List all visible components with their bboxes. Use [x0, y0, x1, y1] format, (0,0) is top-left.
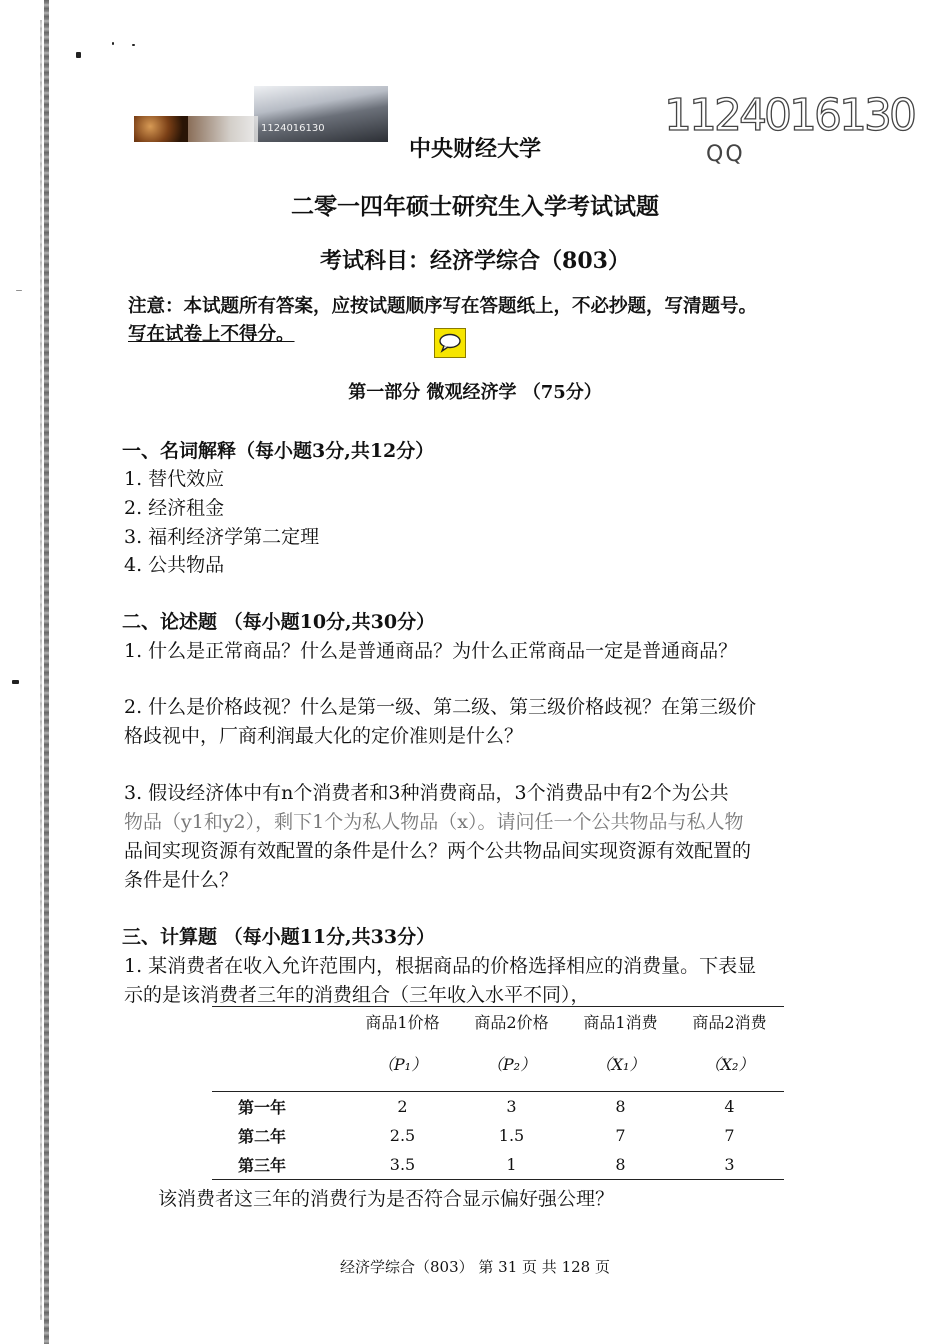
- consumption-table: [212, 1006, 784, 1180]
- table-cell: 8: [566, 1150, 675, 1180]
- table-row: [212, 1121, 784, 1150]
- section2-question-3-line1: 3. 假设经济体中有n个消费者和3种消费商品，3个消费品中有2个为公共: [124, 782, 729, 804]
- part1-title: 第一部分 微观经济学 （75分）: [348, 382, 602, 403]
- handwritten-note: QQ: [706, 142, 745, 167]
- page-footer: 经济学综合（803） 第 31 页 共 128 页: [340, 1258, 610, 1276]
- section3-question-1-ask: 该消费者这三年的消费行为是否符合显示偏好强公理？: [158, 1188, 615, 1210]
- table-cell: 2.5: [389, 1126, 416, 1145]
- section3-question-1-line2: 示的是该消费者三年的消费组合（三年收入水平不同），: [124, 984, 590, 1006]
- section2-question-3-line3: 品间实现资源有效配置的条件是什么？两个公共物品间实现资源有效配置的: [124, 840, 752, 862]
- section2-question-2-line1: 2. 什么是价格歧视？什么是第一级、第二级、第三级价格歧视？在第三级价: [124, 696, 757, 718]
- table-symbol: （X₂）: [675, 1035, 784, 1092]
- table-cell: 3: [675, 1150, 784, 1180]
- row-label: 第二年: [238, 1127, 287, 1146]
- table-header: 商品2消费: [675, 1007, 784, 1036]
- table-cell: 8: [615, 1097, 626, 1116]
- section1-item: 1. 替代效应: [124, 468, 225, 490]
- exam-subject: 考试科目：经济学综合（803）: [320, 248, 630, 274]
- scan-speck: [112, 42, 114, 45]
- scan-speck: [132, 44, 135, 46]
- table-row: [212, 1092, 784, 1122]
- section3-title: 三、计算题 （每小题11分,共33分）: [122, 926, 436, 948]
- row-label: 第三年: [212, 1150, 348, 1180]
- table-cell: 1: [457, 1150, 566, 1180]
- row-label: 第一年: [238, 1098, 287, 1117]
- section2-question-2-line2: 格歧视中，厂商利润最大化的定价准则是什么？: [124, 725, 524, 747]
- table-cell: 1.5: [498, 1126, 525, 1145]
- section1-title: 一、名词解释（每小题3分,共12分）: [122, 440, 435, 462]
- exam-title: 二零一四年硕士研究生入学考试试题: [291, 193, 659, 220]
- scan-speck: [76, 52, 81, 58]
- table-cell: 3: [506, 1097, 517, 1116]
- section2-question-1: 1. 什么是正常商品？什么是普通商品？为什么正常商品一定是普通商品？: [124, 640, 738, 662]
- table-row: [212, 1150, 784, 1180]
- table-header: 商品2价格: [457, 1007, 566, 1036]
- section2-title: 二、论述题 （每小题10分,共30分）: [122, 611, 436, 633]
- notice-line-2: 写在试卷上不得分。: [128, 324, 295, 345]
- table-cell: 7: [724, 1126, 735, 1145]
- comment-note-icon[interactable]: [434, 328, 466, 358]
- section1-item: 3. 福利经济学第二定理: [124, 526, 320, 548]
- handwritten-code-text: 1124016130: [664, 90, 914, 141]
- notice-line-1: 注意：本试题所有答案，应按试题顺序写在答题纸上，不必抄题，写清题号。: [128, 296, 758, 317]
- table-header: 商品1价格: [348, 1007, 457, 1036]
- table-cell: 2: [397, 1097, 408, 1116]
- table-cell: 7: [615, 1126, 626, 1145]
- section1-item: 2. 经济租金: [124, 497, 225, 519]
- photo-caption: 1124016130: [261, 123, 325, 134]
- table-header: 商品1消费: [566, 1007, 675, 1036]
- scan-speck: [12, 680, 19, 684]
- section2-question-3-line4: 条件是什么？: [124, 869, 239, 891]
- table-cell: 4: [724, 1097, 735, 1116]
- table-symbol: （P₂）: [457, 1035, 566, 1092]
- university-name: 中央财经大学: [408, 136, 541, 162]
- section2-question-3-line2: 物品（y1和y2），剩下1个为私人物品（x）。请问任一个公共物品与私人物: [124, 811, 744, 833]
- section3-question-1-line1: 1. 某消费者在收入允许范围内，根据商品的价格选择相应的消费量。下表显: [124, 955, 757, 977]
- table-symbol: （X₁）: [566, 1035, 675, 1092]
- table-symbol: （P₁）: [348, 1035, 457, 1092]
- table-corner: [212, 1007, 348, 1036]
- scan-speck: [16, 290, 22, 291]
- table-cell: 3.5: [348, 1150, 457, 1180]
- section1-item: 4. 公共物品: [124, 554, 225, 576]
